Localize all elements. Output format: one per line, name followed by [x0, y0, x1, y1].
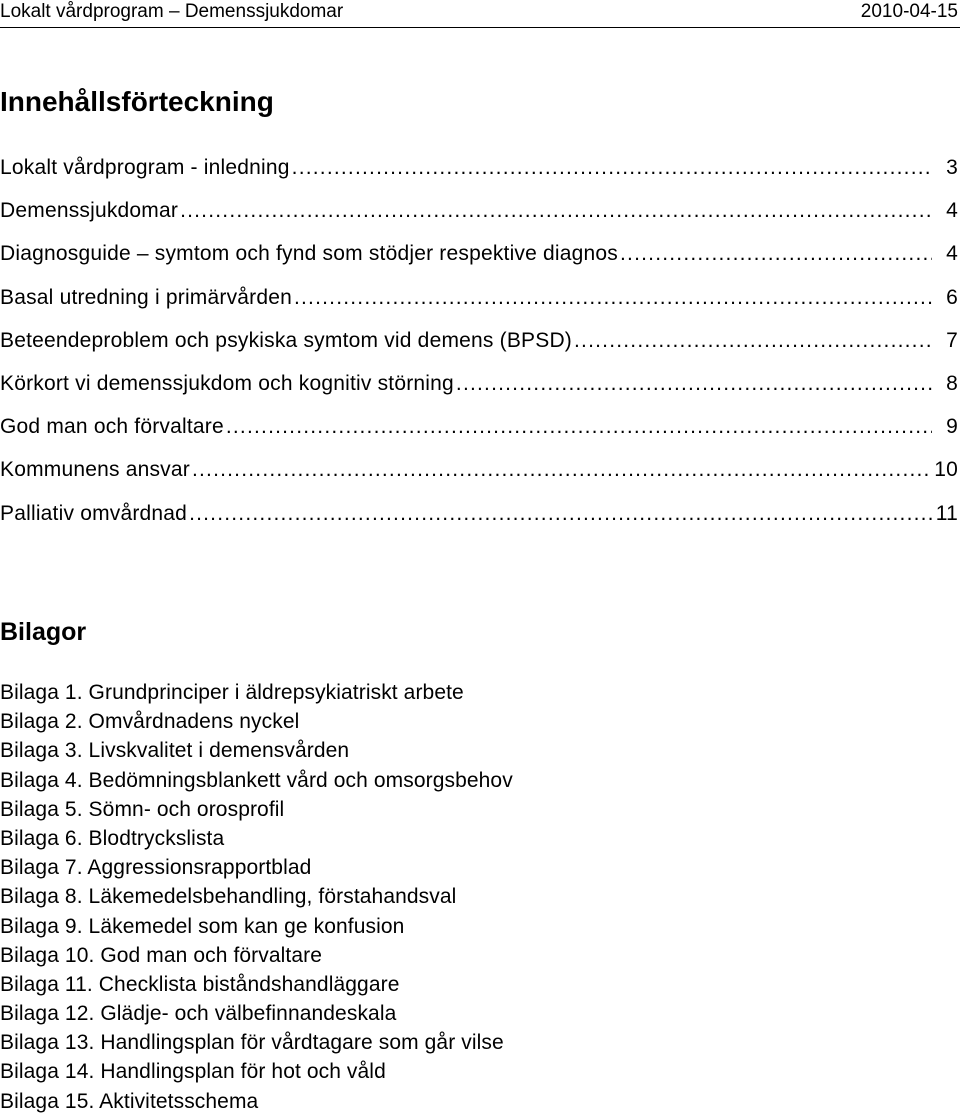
- appendices-heading: Bilagor: [0, 618, 87, 646]
- appendix-item: Bilaga 12. Glädje- och välbefinnandeskala: [0, 1002, 397, 1026]
- toc-entry[interactable]: [0, 405, 960, 448]
- toc-entry-title[interactable]: God man och förvaltare: [0, 415, 224, 439]
- appendix-item: Bilaga 15. Aktivitetsschema: [0, 1089, 259, 1113]
- appendix-item: Bilaga 1. Grundprinciper i äldrepsykiatriskt arbete: [0, 681, 464, 704]
- toc-entry[interactable]: [0, 492, 960, 535]
- appendix-item: Bilaga 14. Handlingsplan för hot och våld: [0, 1060, 386, 1084]
- appendix-item: Bilaga 3. Livskvalitet i demensvården: [0, 739, 350, 763]
- toc-list: [0, 146, 960, 535]
- appendix-item: Bilaga 4. Bedömningsblankett vård och omsorgsbehov: [0, 768, 513, 792]
- appendix-item: Bilaga 13. Handlingsplan för vårdtagare som går vilse: [0, 1031, 504, 1055]
- toc-dot-leader: [226, 405, 932, 448]
- appendix-item: Bilaga 5. Sömn- och orosprofil: [0, 797, 285, 821]
- toc-entry-page[interactable]: 8: [946, 371, 958, 395]
- toc-entry-title[interactable]: Demenssjukdomar: [0, 199, 179, 223]
- toc-entry[interactable]: [0, 189, 960, 232]
- appendix-item: Bilaga 10. God man och förvaltare: [0, 943, 322, 967]
- toc-dot-leader: [456, 362, 932, 405]
- toc-entry-title[interactable]: Beteendeproblem och psykiska symtom vid demens (BPSD): [0, 328, 573, 352]
- toc-entry[interactable]: [0, 362, 960, 405]
- toc-entry[interactable]: [0, 448, 960, 491]
- toc-dot-leader: [620, 232, 932, 275]
- toc-entry-title[interactable]: Lokalt vårdprogram - inledning: [0, 156, 290, 179]
- toc-dot-leader: [574, 319, 932, 362]
- toc-entry[interactable]: [0, 319, 960, 362]
- appendix-item: Bilaga 6. Blodtryckslista: [0, 826, 225, 850]
- toc-entry-page[interactable]: 11: [935, 501, 958, 525]
- appendix-item: Bilaga 9. Läkemedel som kan ge konfusion: [0, 914, 405, 938]
- appendix-item: Bilaga 2. Omvårdnadens nyckel: [0, 710, 300, 734]
- appendix-item: Bilaga 8. Läkemedelsbehandling, förstahandsval: [0, 885, 457, 909]
- appendix-item: Bilaga 7. Aggressionsrapportblad: [0, 856, 312, 880]
- document-date: 2010-04-15: [860, 1, 958, 22]
- toc-entry[interactable]: [0, 146, 960, 189]
- appendices-list: [0, 678, 513, 1116]
- header-divider: [0, 27, 960, 28]
- toc-entry[interactable]: [0, 276, 960, 319]
- document-title: Lokalt vårdprogram – Demenssjukdomar: [0, 1, 344, 22]
- toc-entry-page[interactable]: 3: [946, 156, 958, 179]
- toc-entry[interactable]: [0, 232, 960, 275]
- toc-entry-page[interactable]: 4: [946, 199, 958, 223]
- toc-entry-page[interactable]: 6: [946, 285, 958, 309]
- toc-dot-leader: [180, 189, 932, 232]
- toc-dot-leader: [192, 448, 930, 491]
- appendix-item: Bilaga 11. Checklista biståndshandläggare: [0, 972, 400, 996]
- toc-dot-leader: [294, 276, 932, 319]
- toc-entry-title[interactable]: Basal utredning i primärvården: [0, 285, 292, 309]
- page-header: [0, 0, 960, 26]
- toc-dot-leader: [292, 146, 932, 189]
- toc-heading: Innehållsförteckning: [0, 86, 274, 117]
- toc-entry-page[interactable]: 4: [946, 242, 958, 266]
- toc-entry-title[interactable]: Körkort vi demenssjukdom och kognitiv störning: [0, 371, 454, 395]
- toc-entry-title[interactable]: Palliativ omvårdnad: [0, 501, 188, 525]
- toc-entry-page[interactable]: 9: [946, 415, 958, 439]
- toc-entry-page[interactable]: 7: [946, 328, 958, 352]
- toc-dot-leader: [189, 492, 932, 535]
- toc-entry-title[interactable]: Diagnosguide – symtom och fynd som stödjer respektive diagnos: [0, 242, 619, 266]
- toc-entry-page[interactable]: 10: [934, 458, 958, 482]
- toc-entry-title[interactable]: Kommunens ansvar: [0, 458, 190, 482]
